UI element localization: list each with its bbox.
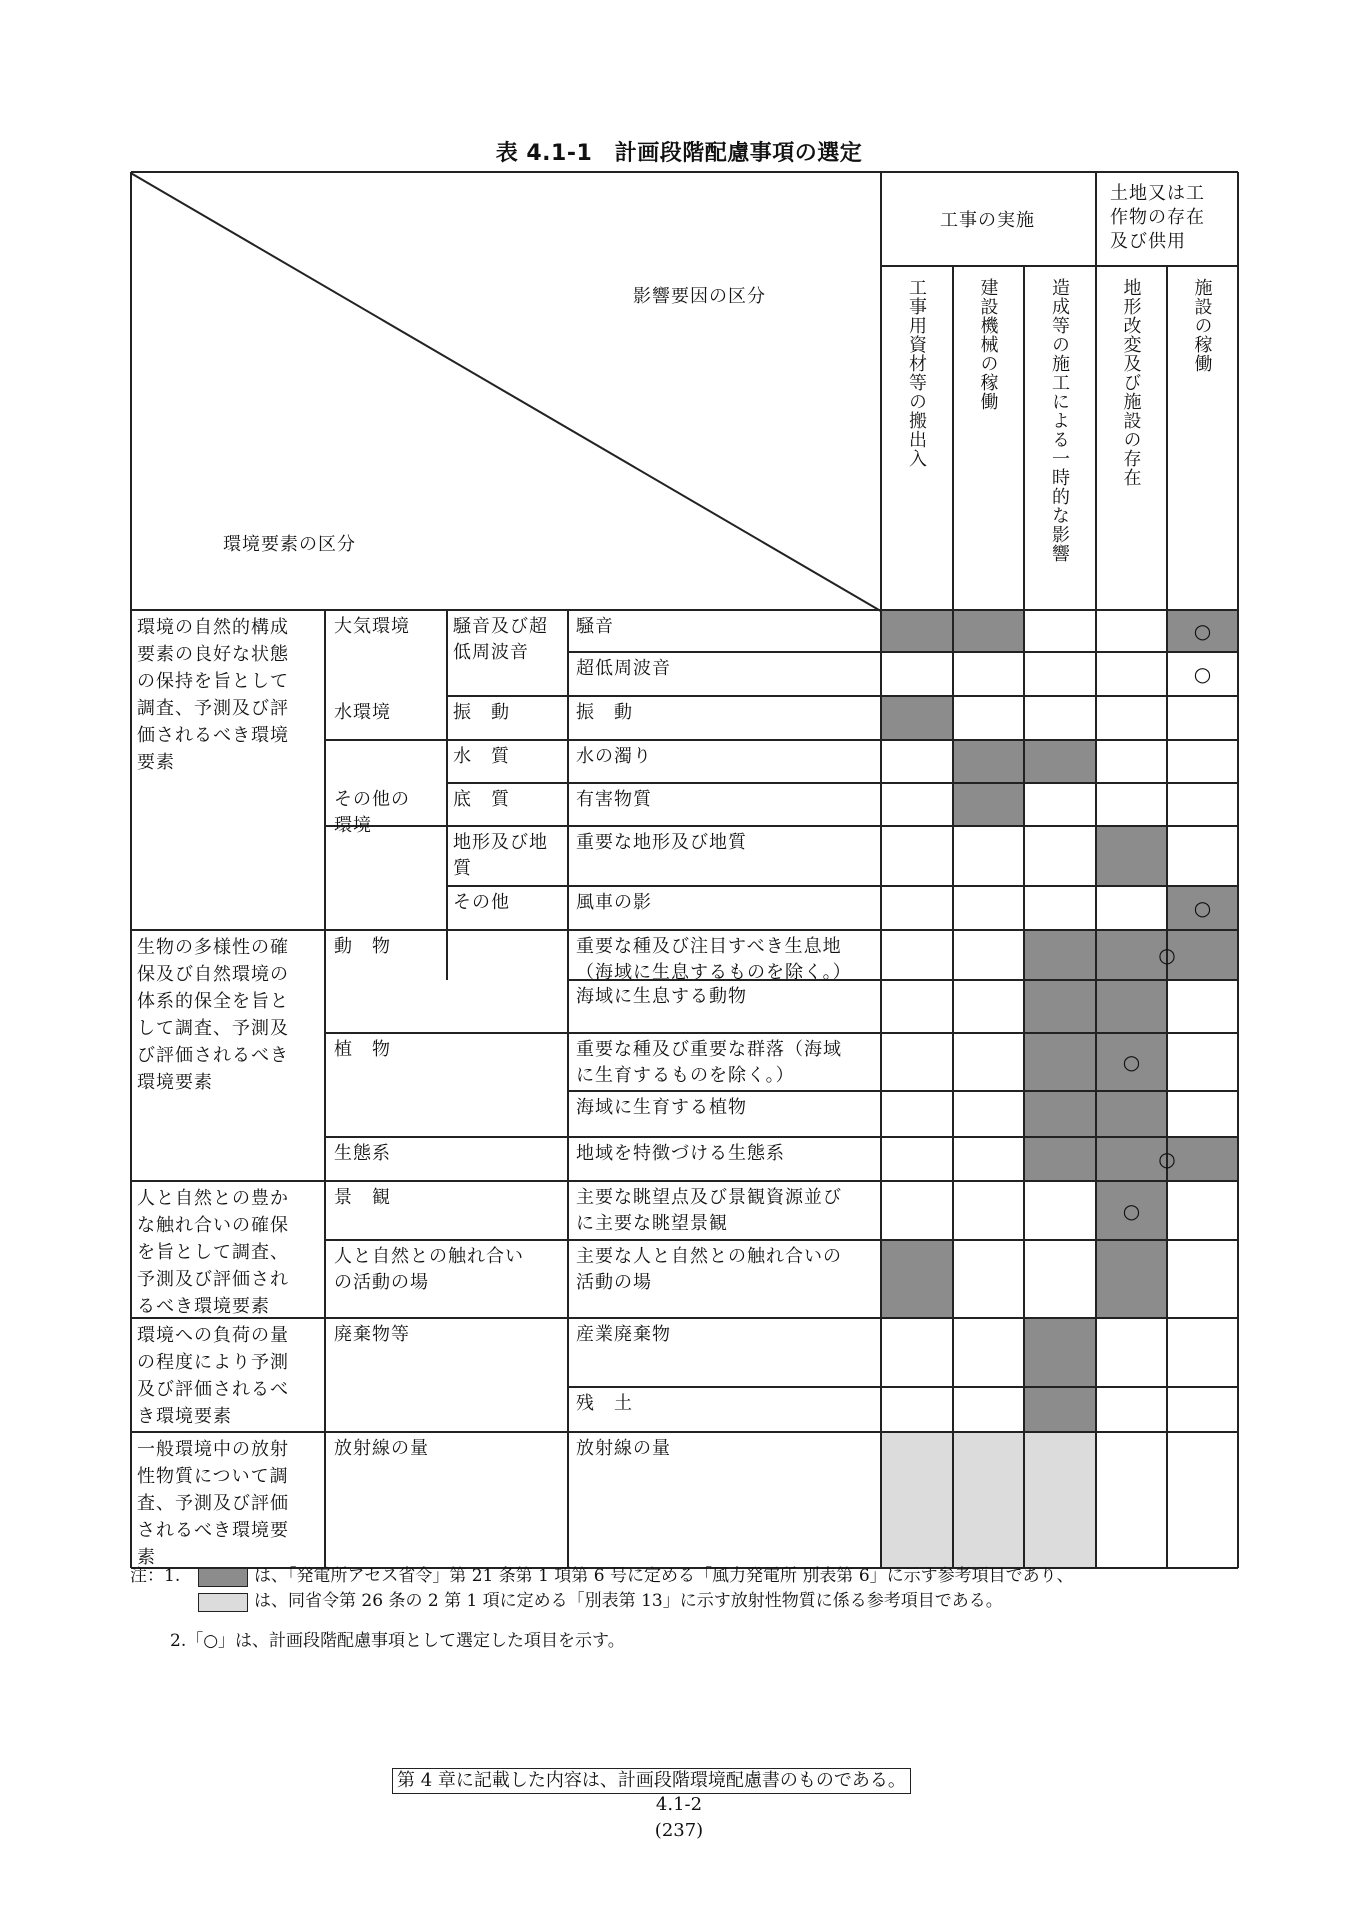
grid-line <box>568 651 1238 653</box>
column-header-1: 建設機械の稼働 <box>977 278 999 411</box>
subcategory-cell-6: 景 観 <box>334 1187 391 1208</box>
grid-line <box>325 1136 1238 1138</box>
factor-label: 影響要因の区分 <box>633 286 766 307</box>
shade-cell-1 <box>953 610 1024 652</box>
subcategory-cell-8: 廃棄物等 <box>334 1324 410 1345</box>
mark-ecosystem: ○ <box>1158 1147 1176 1171</box>
grid-line <box>447 782 1238 784</box>
grid-line <box>325 739 1238 741</box>
light-shade-swatch <box>198 1593 248 1612</box>
item3-cell-4: 地形及び地 質 <box>453 832 548 879</box>
subcategory-cell-0: 大気環境 <box>334 616 410 637</box>
grid-line <box>1095 610 1097 1568</box>
mark-noise: ○ <box>1193 619 1212 643</box>
item3-cell-1: 振 動 <box>453 702 510 723</box>
grid-line <box>952 266 954 610</box>
grid-line <box>952 610 954 1568</box>
mark-animals: ○ <box>1158 943 1176 967</box>
item-cell-0: 騒音 <box>576 616 614 637</box>
item-cell-11: 地域を特徴づける生態系 <box>576 1143 785 1164</box>
item3-cell-3: 底 質 <box>453 789 510 810</box>
shade-cell-16 <box>1096 1240 1167 1318</box>
item3-cell-0: 騒音及び超 低周波音 <box>453 616 548 663</box>
footer-notice: 第 4 章に記載した内容は、計画段階環境配慮書のものである。 <box>392 1768 911 1794</box>
dark-shade-swatch <box>198 1568 248 1587</box>
element-label: 環境要素の区分 <box>223 534 356 555</box>
grid-line <box>881 265 1238 267</box>
mark-shadow-flicker: ○ <box>1193 896 1212 920</box>
shade-cell-7 <box>1096 826 1167 886</box>
item-cell-7: 重要な種及び注目すべき生息地 （海域に生息するものを除く。） <box>576 936 852 983</box>
item-cell-6: 風車の影 <box>576 892 652 913</box>
grid-line <box>131 1431 1238 1433</box>
grid-line <box>325 1239 1238 1241</box>
category-cell-3: 環境への負荷の量 の程度により予測 及び評価されるべ き環境要素 <box>137 1325 289 1427</box>
grid-line <box>447 695 1238 697</box>
note-line-3: 2.「○」は、計画段階配慮事項として選定した項目を示す。 <box>170 1631 625 1651</box>
shade-cell-17 <box>1024 1318 1096 1432</box>
shade-cell-5 <box>1024 740 1096 783</box>
grid-line <box>568 1386 1238 1388</box>
grid-line <box>446 610 448 980</box>
item-cell-1: 超低周波音 <box>576 658 671 679</box>
group-existence: 土地又は工 作物の存在 及び供用 <box>1110 183 1205 252</box>
grid-line <box>131 171 1238 173</box>
shade-cell-6 <box>953 783 1024 826</box>
item-cell-3: 水の濁り <box>576 746 652 767</box>
subcategory-cell-2: その他の 環境 <box>334 789 410 836</box>
grid-line <box>325 825 1238 827</box>
item-cell-13: 主要な人と自然との触れ合いの 活動の場 <box>576 1246 842 1293</box>
grid-line <box>131 1180 1238 1182</box>
item3-cell-2: 水 質 <box>453 746 510 767</box>
grid-line <box>1095 172 1097 610</box>
grid-line <box>1237 172 1239 1568</box>
table-title: 表 4.1-1 計画段階配慮事項の選定 <box>495 141 863 166</box>
grid-line <box>880 610 882 1568</box>
page-number-paren: (237) <box>654 1820 704 1841</box>
shade-cell-9 <box>1024 930 1238 980</box>
column-header-4: 施設の稼働 <box>1191 278 1213 373</box>
subcategory-cell-5: 生態系 <box>334 1143 391 1164</box>
mark-infrasound: ○ <box>1193 662 1212 686</box>
item-cell-14: 産業廃棄物 <box>576 1324 671 1345</box>
group-construction: 工事の実施 <box>940 210 1035 231</box>
page-number: 4.1-2 <box>655 1794 703 1815</box>
grid-line <box>568 1090 1238 1092</box>
mark-landscape: ○ <box>1122 1198 1141 1223</box>
column-header-3: 地形改変及び施設の存在 <box>1120 278 1142 487</box>
grid-line <box>447 885 1238 887</box>
item-cell-10: 海域に生育する植物 <box>576 1097 747 1118</box>
note-line-2: は、同省令第 26 条の 2 第 1 項に定める「別表第 13」に示す放射性物質に係る参考項目である。 <box>254 1591 1003 1611</box>
category-cell-0: 環境の自然的構成 要素の良好な状態 の保持を旨として 調査、予測及び評 価されるべき環境 要素 <box>137 617 289 773</box>
shade-cell-0 <box>881 610 953 652</box>
item-cell-5: 重要な地形及び地質 <box>576 832 747 853</box>
grid-line <box>1023 266 1025 610</box>
item-cell-2: 振 動 <box>576 702 633 723</box>
grid-line <box>325 1032 1238 1034</box>
item-cell-15: 残 土 <box>576 1393 633 1414</box>
grid-line <box>1166 610 1168 1568</box>
grid-line <box>1166 266 1168 610</box>
item-cell-16: 放射線の量 <box>576 1438 671 1459</box>
category-cell-1: 生物の多様性の確 保及び自然環境の 体系的保全を旨と して調査、予測及 び評価されるべき 環境要素 <box>137 937 289 1093</box>
category-cell-4: 一般環境中の放射 性物質について調 査、予測及び評価 されるべき環境要 素 <box>137 1439 289 1568</box>
grid-line <box>131 609 1238 611</box>
item-cell-8: 海域に生息する動物 <box>576 986 747 1007</box>
subcategory-cell-7: 人と自然との触れ合い の活動の場 <box>334 1246 524 1293</box>
column-header-0: 工事用資材等の搬出入 <box>906 278 927 468</box>
subcategory-cell-1: 水環境 <box>334 702 391 723</box>
note-line-1: は、「発電所アセス省令」第 21 条第 1 項第 6 号に定める「風力発電所 別表第 6」に示す参考項目であり、 <box>254 1566 1074 1586</box>
grid-line <box>130 172 132 1568</box>
grid-line <box>131 1317 1238 1319</box>
item-cell-12: 主要な眺望点及び景観資源並び に主要な眺望景観 <box>576 1187 842 1234</box>
grid-line <box>567 610 569 1568</box>
column-header-2: 造成等の施工による一時的な影響 <box>1049 278 1070 563</box>
subcategory-cell-4: 植 物 <box>334 1039 391 1060</box>
grid-line <box>880 172 882 610</box>
category-cell-2: 人と自然との豊か な触れ合いの確保 を旨として調査、 予測及び評価され るべき環境要素 <box>137 1188 289 1317</box>
item-cell-9: 重要な種及び重要な群落（海域 に生育するものを除く。） <box>576 1039 842 1086</box>
shade-cell-18 <box>881 1432 1096 1568</box>
subcategory-cell-9: 放射線の量 <box>334 1438 429 1459</box>
grid-line <box>1023 610 1025 1568</box>
item-cell-4: 有害物質 <box>576 789 652 810</box>
subcategory-cell-3: 動 物 <box>334 936 391 957</box>
shade-cell-3 <box>881 696 953 740</box>
mark-plants: ○ <box>1122 1050 1141 1074</box>
grid-line <box>324 610 326 1568</box>
shade-cell-15 <box>881 1240 953 1318</box>
shade-cell-4 <box>953 740 1024 783</box>
note-prefix: 注：1. <box>130 1566 181 1586</box>
shade-cell-13 <box>1024 1137 1238 1181</box>
item3-cell-5: その他 <box>453 892 510 913</box>
grid-line <box>131 929 1238 931</box>
